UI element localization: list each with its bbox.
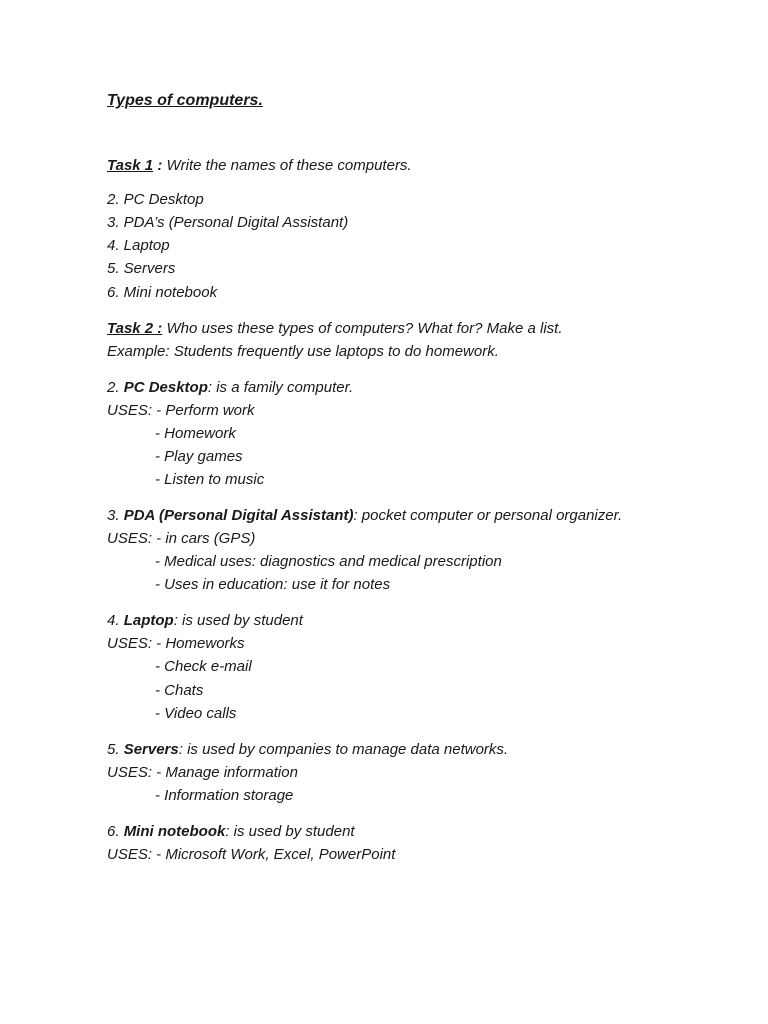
entry-heading [107, 379, 353, 397]
entry-number: 3. [107, 507, 124, 524]
entry-description: : is used by student [225, 823, 355, 840]
entry-uses-first: USES: - in cars (GPS) [107, 530, 256, 547]
document-title: Types of computers. [107, 92, 263, 109]
entry-number: 6. [107, 823, 124, 840]
entry-name: PC Desktop [123, 379, 208, 396]
entry-number: 5. [107, 741, 124, 758]
entry-use-item: - Play games [155, 448, 243, 465]
entry-use-item: - Listen to music [155, 471, 265, 488]
names-list-item: 2. PC Desktop [107, 191, 204, 208]
entry-name: Laptop [123, 612, 174, 629]
task-2-example: Example: Students frequently use laptops to do homework. [107, 343, 499, 360]
entry-use-item: - Check e-mail [155, 658, 252, 675]
task-2-line [107, 320, 563, 338]
names-list-item: 3. PDA’s (Personal Digital Assistant) [107, 214, 349, 231]
task-1-label: Task 1 [107, 157, 154, 174]
entry-uses-first: USES: - Microsoft Work, Excel, PowerPoint [107, 846, 396, 863]
entry-description: : pocket computer or personal organizer. [353, 507, 623, 524]
entry-use-item: - Homework [155, 425, 236, 442]
entry-uses-first: USES: - Homeworks [107, 635, 245, 652]
task-2-text: Who uses these types of computers? What for? Make a list. [162, 320, 563, 337]
entry-use-item: - Medical uses: diagnostics and medical prescription [155, 553, 502, 570]
entry-number: 2. [107, 379, 124, 396]
names-list-item: 6. Mini notebook [107, 284, 218, 301]
entry-description: : is used by student [173, 612, 303, 629]
task-1-text: Write the names of these computers. [162, 157, 412, 174]
entry-name: Mini notebook [123, 823, 226, 840]
entry-description: : is a family computer. [207, 379, 354, 396]
names-list-item: 4. Laptop [107, 237, 170, 254]
entry-uses-first: USES: - Perform work [107, 402, 255, 419]
task-2-label: Task 2 : [107, 320, 163, 337]
task-1-line [107, 157, 412, 175]
entry-uses-first: USES: - Manage information [107, 764, 298, 781]
entry-heading [107, 823, 355, 841]
entry-number: 4. [107, 612, 124, 629]
task-1-colon: : [153, 157, 163, 174]
entry-name: PDA (Personal Digital Assistant) [123, 507, 354, 524]
entry-name: Servers [123, 741, 179, 758]
entry-use-item: - Information storage [155, 787, 294, 804]
entry-heading [107, 612, 303, 630]
entry-description: : is used by companies to manage data networks. [178, 741, 509, 758]
names-list-item: 5. Servers [107, 260, 176, 277]
entry-use-item: - Video calls [155, 705, 237, 722]
entry-use-item: - Uses in education: use it for notes [155, 576, 391, 593]
entry-heading [107, 741, 508, 759]
entry-use-item: - Chats [155, 682, 204, 699]
entry-heading [107, 507, 622, 525]
